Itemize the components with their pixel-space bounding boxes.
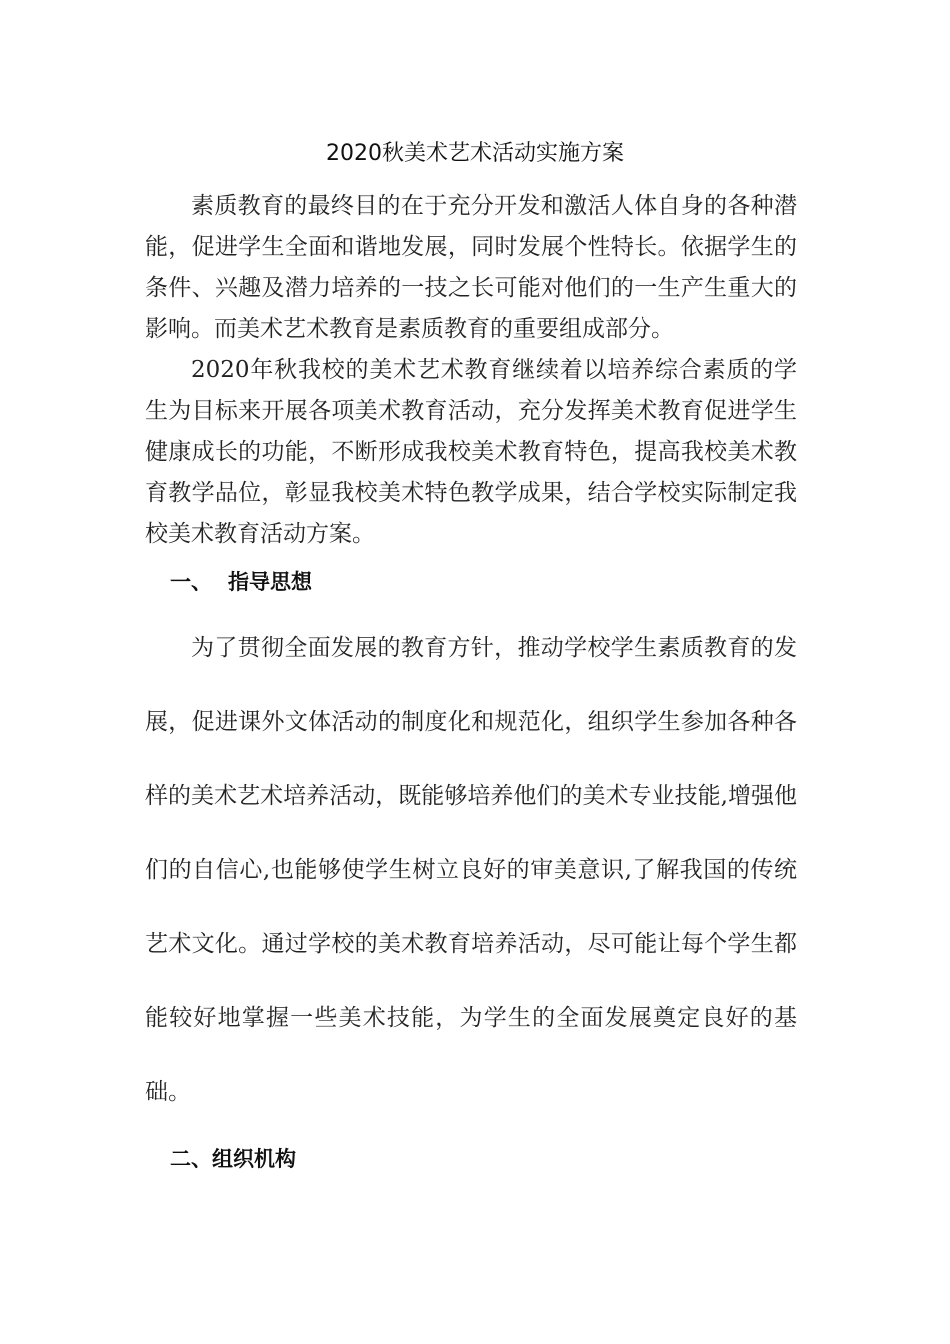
section-heading-guiding-ideology — [170, 566, 312, 598]
section-1-body: 为了贯彻全面发展的教育方针，推动学校学生素质教育的发展，促进课外文体活动的制度化和规范化，组织学生参加各种各样的美术艺术培养活动，既能够培养他们的美术专业技能,增强他们的自信心,也能够使学生树立良好的审美意识,了解我国的传统艺术文化。通过学校的美术教育培养活动，尽可能让每个学生都能较好地掌握一些美术技能，为学生的全面发展奠定良好的基础。 — [145, 635, 797, 1105]
section-number: 一、 — [170, 570, 212, 594]
section-heading-text: 指导思想 — [228, 570, 312, 594]
document-title: 2020秋美术艺术活动实施方案 — [326, 141, 624, 166]
intro-paragraph-1: 素质教育的最终目的在于充分开发和激活人体自身的各种潜能，促进学生全面和谐地发展，同时发展个性特长。依据学生的条件、兴趣及潜力培养的一技之长可能对他们的一生产生重大的影响。而美术艺术教育是素质教育的重要组成部分。 — [145, 193, 797, 342]
intro-paragraph-2: 2020年秋我校的美术艺术教育继续着以培养综合素质的学生为目标来开展各项美术教育活动，充分发挥美术教育促进学生健康成长的功能，不断形成我校美术教育特色，提高我校美术教育教学品位，彰显我校美术特色教学成果，结合学校实际制定我校美术教育活动方案。 — [145, 357, 797, 547]
section-heading-organization: 二、组织机构 — [170, 1147, 296, 1171]
